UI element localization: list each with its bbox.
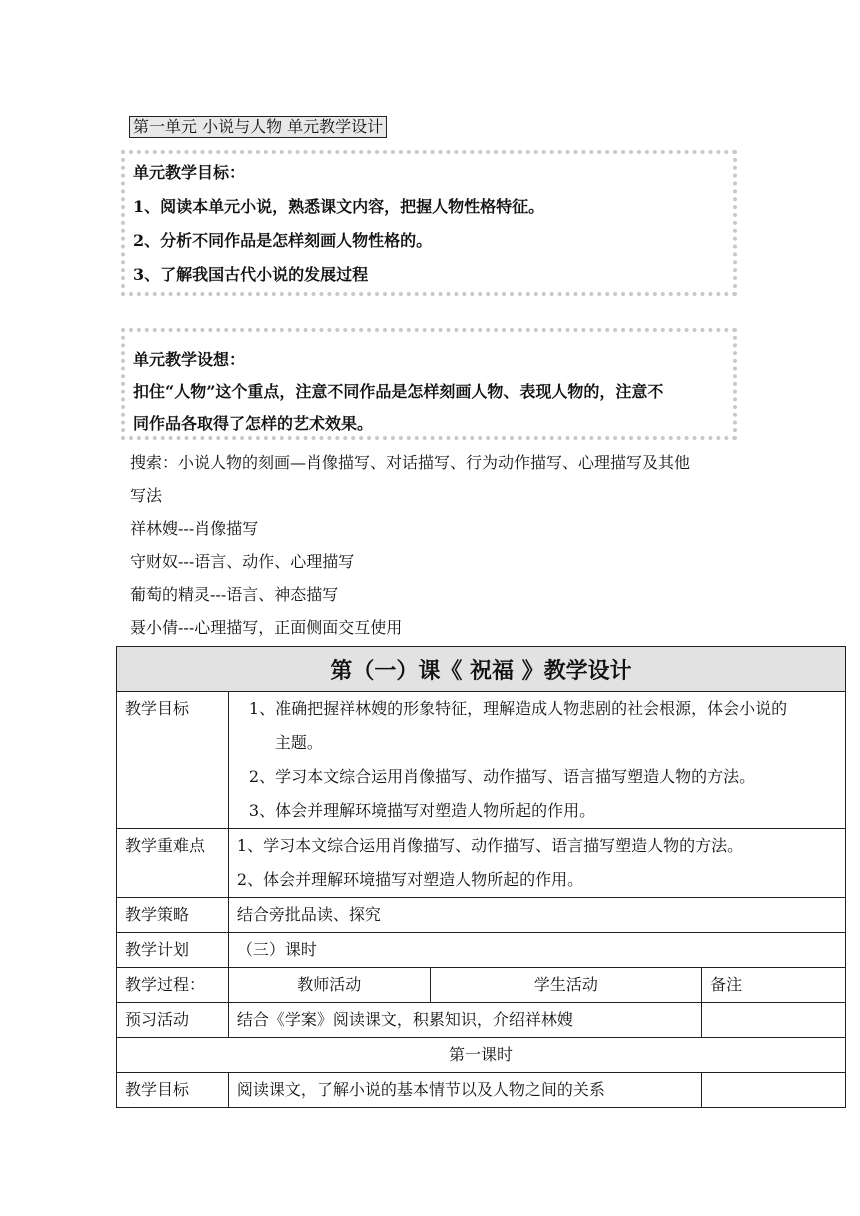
unit-ideas-text: 同作品各取得了怎样的艺术效果。 — [133, 414, 374, 433]
search-item: 祥林嫂---肖像描写 — [130, 519, 259, 538]
plan-value: （三）课时 — [228, 933, 845, 968]
notes-header: 备注 — [702, 968, 846, 1003]
period-1-heading: 第一课时 — [117, 1038, 846, 1073]
search-item: 葡萄的精灵---语言、神态描写 — [130, 585, 339, 604]
search-item: 聂小倩---心理描写，正面侧面交互使用 — [130, 618, 403, 637]
preview-notes — [702, 1003, 846, 1038]
search-item: 守财奴---语言、动作、心理描写 — [130, 552, 355, 571]
key-point-item: 2、体会并理解环境描写对塑造人物所起的作用。 — [236, 870, 584, 889]
key-points-label: 教学重难点 — [117, 829, 229, 898]
objective-item: 主题。 — [274, 733, 323, 752]
period-1-goal-value: 阅读课文，了解小说的基本情节以及人物之间的关系 — [228, 1073, 701, 1108]
objectives-cell — [228, 692, 845, 829]
search-intro: 写法 — [130, 486, 163, 505]
objective-item: 1、准确把握祥林嫂的形象特征，理解造成人物悲剧的社会根源，体会小说的 — [248, 699, 788, 718]
teacher-activity-header: 教师活动 — [228, 968, 430, 1003]
lesson-plan-table — [116, 646, 846, 1108]
unit-title: 第一单元 小说与人物 单元教学设计 — [129, 116, 387, 138]
period-1-goal-notes — [702, 1073, 846, 1108]
strategy-label: 教学策略 — [117, 898, 229, 933]
process-label: 教学过程： — [117, 968, 229, 1003]
unit-goal-item: 3、了解我国古代小说的发展过程 — [133, 265, 369, 284]
strategy-value: 结合旁批品读、探究 — [228, 898, 845, 933]
unit-ideas-box — [121, 328, 737, 440]
unit-goal-item: 1、阅读本单元小说，熟悉课文内容，把握人物性格特征。 — [133, 197, 545, 216]
lesson-title: 第（一）课《 祝福 》教学设计 — [117, 647, 846, 692]
unit-goal-item: 2、分析不同作品是怎样刻画人物性格的。 — [133, 231, 433, 250]
objective-item: 2、学习本文综合运用肖像描写、动作描写、语言描写塑造人物的方法。 — [248, 767, 756, 786]
unit-ideas-heading: 单元教学设想： — [133, 350, 246, 369]
key-point-item: 1、学习本文综合运用肖像描写、动作描写、语言描写塑造人物的方法。 — [236, 836, 744, 855]
unit-goals-box — [121, 150, 737, 296]
unit-goals-heading: 单元教学目标： — [133, 163, 246, 182]
objectives-label: 教学目标 — [117, 692, 229, 829]
key-points-cell — [228, 829, 845, 898]
preview-value: 结合《学案》阅读课文，积累知识，介绍祥林嫂 — [228, 1003, 701, 1038]
plan-label: 教学计划 — [117, 933, 229, 968]
student-activity-header: 学生活动 — [430, 968, 702, 1003]
period-1-goal-label: 教学目标 — [117, 1073, 229, 1108]
preview-label: 预习活动 — [117, 1003, 229, 1038]
search-notes — [130, 446, 740, 644]
objective-item: 3、体会并理解环境描写对塑造人物所起的作用。 — [248, 801, 596, 820]
unit-ideas-text: 扣住“人物”这个重点，注意不同作品是怎样刻画人物、表现人物的，注意不 — [133, 382, 664, 401]
search-intro: 搜索：小说人物的刻画—肖像描写、对话描写、行为动作描写、心理描写及其他 — [130, 453, 691, 472]
